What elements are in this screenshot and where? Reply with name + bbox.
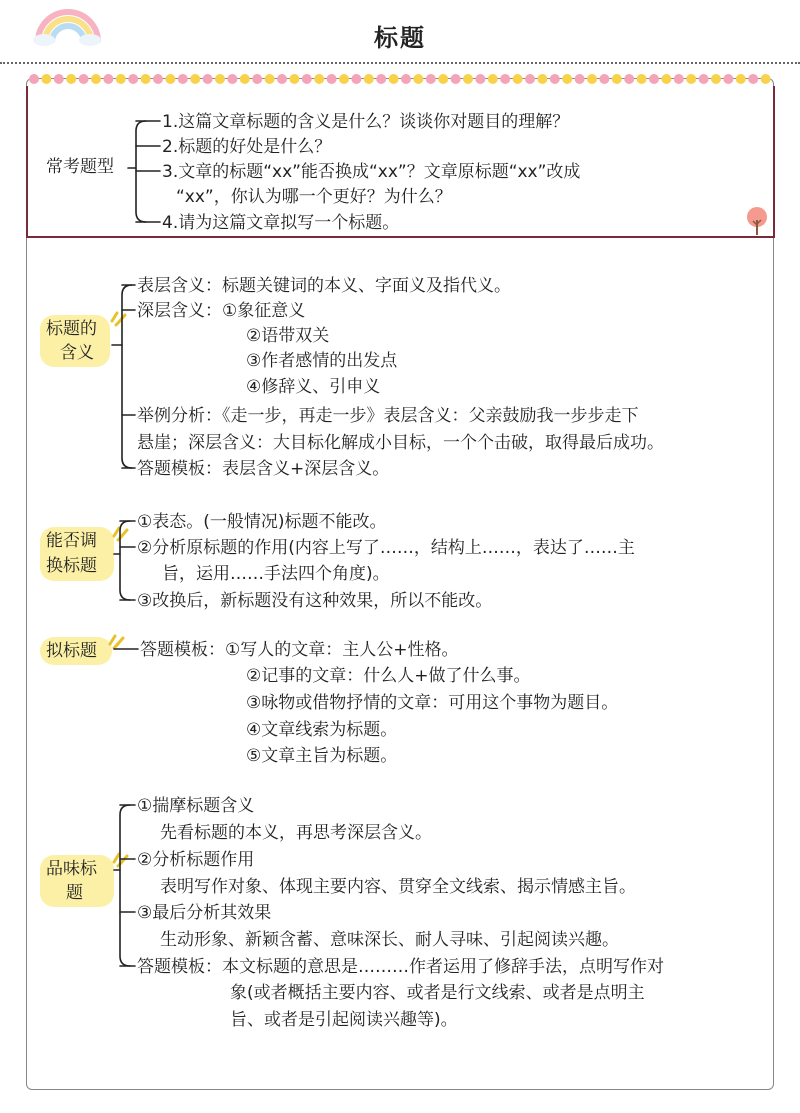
meaning-line-8: 答题模板：表层含义+深层含义。 [137, 459, 390, 479]
flower-dot [339, 74, 349, 84]
flower-dot [525, 74, 535, 84]
flower-dot [562, 74, 572, 84]
flower-dot [661, 74, 671, 84]
flower-dot [178, 74, 188, 84]
meaning-line-1: 表层含义：标题关键词的本义、字面义及指代义。 [137, 276, 511, 296]
flower-dot [376, 74, 386, 84]
flower-dot [141, 74, 151, 84]
meaning-line-6: 举例分析：《走一步，再走一步》表层含义：父亲鼓励我一步步走下 [137, 406, 639, 426]
question-line-2: 2.标题的好处是什么？ [162, 137, 332, 157]
flower-dot [624, 74, 634, 84]
question-line-3: 3.文章的标题“xx”能否换成“xx”？文章原标题“xx”改成 [162, 162, 581, 182]
flower-dot [227, 74, 237, 84]
draft-line-5: ⑤文章主旨为标题。 [246, 746, 398, 766]
flower-dot [649, 74, 659, 84]
flower-dot [475, 74, 485, 84]
section-label-appreciate-title-1: 品味标 [46, 859, 97, 879]
flower-dot [711, 74, 721, 84]
flower-dot [575, 74, 585, 84]
appreciate-line-1: ①揣摩标题含义 [137, 796, 255, 816]
flower-dot [513, 74, 523, 84]
flower-dot [736, 74, 746, 84]
flower-dot [686, 74, 696, 84]
flower-border-decoration [26, 72, 776, 86]
draft-line-2: ②记事的文章：什么人+做了什么事。 [246, 666, 531, 686]
flower-dot [327, 74, 337, 84]
flower-dot [463, 74, 473, 84]
flower-dot [699, 74, 709, 84]
flower-dot [79, 74, 89, 84]
sparkle-icon [106, 628, 128, 650]
appreciate-line-2: 先看标题的本义，再思考深层含义。 [160, 823, 432, 843]
flower-dot [451, 74, 461, 84]
meaning-line-5: ④修辞义、引申义 [246, 377, 381, 397]
section-label-question-types: 常考题型 [46, 157, 114, 177]
flower-dot [190, 74, 200, 84]
dotted-divider [0, 62, 800, 64]
meaning-line-4: ③作者感情的出发点 [246, 351, 398, 371]
flower-dot [165, 74, 175, 84]
appreciate-line-9: 旨、或者是引起阅读兴趣等)。 [230, 1010, 458, 1030]
appreciate-line-3: ②分析标题作用 [137, 850, 255, 870]
draft-line-1: 答题模板：①写人的文章：主人公+性格。 [140, 640, 459, 660]
replace-line-3: ③改换后，新标题没有这种效果，所以不能改。 [137, 591, 493, 611]
replace-line-1: ①表态。(一般情况)标题不能改。 [137, 512, 387, 532]
appreciate-line-7: 答题模板：本文标题的意思是………作者运用了修辞手法，点明写作对 [137, 957, 664, 977]
appreciate-line-5: ③最后分析其效果 [137, 903, 272, 923]
flower-dot [252, 74, 262, 84]
flower-dot [215, 74, 225, 84]
section-label-draft-title: 拟标题 [46, 641, 97, 661]
flower-dot [401, 74, 411, 84]
appreciate-line-4: 表明写作对象、体现主要内容、贯穿全文线索、揭示情感主旨。 [160, 877, 636, 897]
flower-dot [351, 74, 361, 84]
flower-dot [748, 74, 758, 84]
flower-dot [66, 74, 76, 84]
flower-dot [29, 74, 39, 84]
flower-dot [153, 74, 163, 84]
flower-dot [723, 74, 733, 84]
flower-dot [550, 74, 560, 84]
flower-dot [587, 74, 597, 84]
flower-dot [389, 74, 399, 84]
section-label-title-meaning-2: 含义 [60, 343, 94, 363]
flower-dot [364, 74, 374, 84]
flower-dot [500, 74, 510, 84]
flower-dot [128, 74, 138, 84]
sparkle-icon [110, 846, 132, 868]
question-line-1: 1.这篇文章标题的含义是什么？谈谈你对题目的理解？ [162, 112, 570, 132]
flower-dot [203, 74, 213, 84]
draft-line-4: ④文章线索为标题。 [246, 720, 398, 740]
flower-dot [41, 74, 51, 84]
flower-dot [488, 74, 498, 84]
section-label-replace-title-1: 能否调 [46, 531, 97, 551]
sparkle-icon [108, 305, 130, 327]
draft-line-3: ③咏物或借物抒情的文章：可用这个事物为题目。 [246, 693, 619, 713]
flower-dot [302, 74, 312, 84]
flower-dot [612, 74, 622, 84]
flower-dot [91, 74, 101, 84]
header [0, 0, 800, 62]
appreciate-line-6: 生动形象、新颖含蓄、意味深长、耐人寻味、引起阅读兴趣。 [160, 930, 619, 950]
flower-dot [116, 74, 126, 84]
section-label-replace-title-2: 换标题 [46, 556, 97, 576]
flower-dot [265, 74, 275, 84]
meaning-line-2: 深层含义：①象征意义 [137, 301, 306, 321]
replace-line-2: ②分析原标题的作用(内容上写了……，结构上……，表达了……主 [137, 538, 635, 558]
question-line-3-cont: “xx”，你认为哪一个更好？为什么？ [176, 187, 452, 207]
section-label-appreciate-title-2: 题 [66, 883, 83, 903]
flower-dot [240, 74, 250, 84]
flower-dot [599, 74, 609, 84]
sparkle-icon [110, 520, 132, 542]
meaning-line-7: 悬崖；深层含义：大目标化解成小目标，一个个击破，取得最后成功。 [137, 433, 664, 453]
flower-dot [277, 74, 287, 84]
question-line-4: 4.请为这篇文章拟写一个标题。 [162, 213, 400, 233]
flower-dot [537, 74, 547, 84]
section-label-title-meaning-1: 标题的 [46, 319, 97, 339]
tree-icon [744, 206, 770, 236]
flower-dot [413, 74, 423, 84]
meaning-line-3: ②语带双关 [246, 326, 330, 346]
flower-dot [314, 74, 324, 84]
flower-dot [637, 74, 647, 84]
replace-line-2-cont: 旨，运用……手法四个角度)。 [162, 564, 390, 584]
flower-dot [54, 74, 64, 84]
flower-dot [103, 74, 113, 84]
flower-dot [674, 74, 684, 84]
page-title: 标题 [374, 24, 426, 52]
appreciate-line-8: 象(或者概括主要内容、或者是行文线索、或者是点明主 [230, 983, 645, 1003]
flower-dot [289, 74, 299, 84]
flower-dot [438, 74, 448, 84]
flower-dot [426, 74, 436, 84]
flower-dot [761, 74, 771, 84]
